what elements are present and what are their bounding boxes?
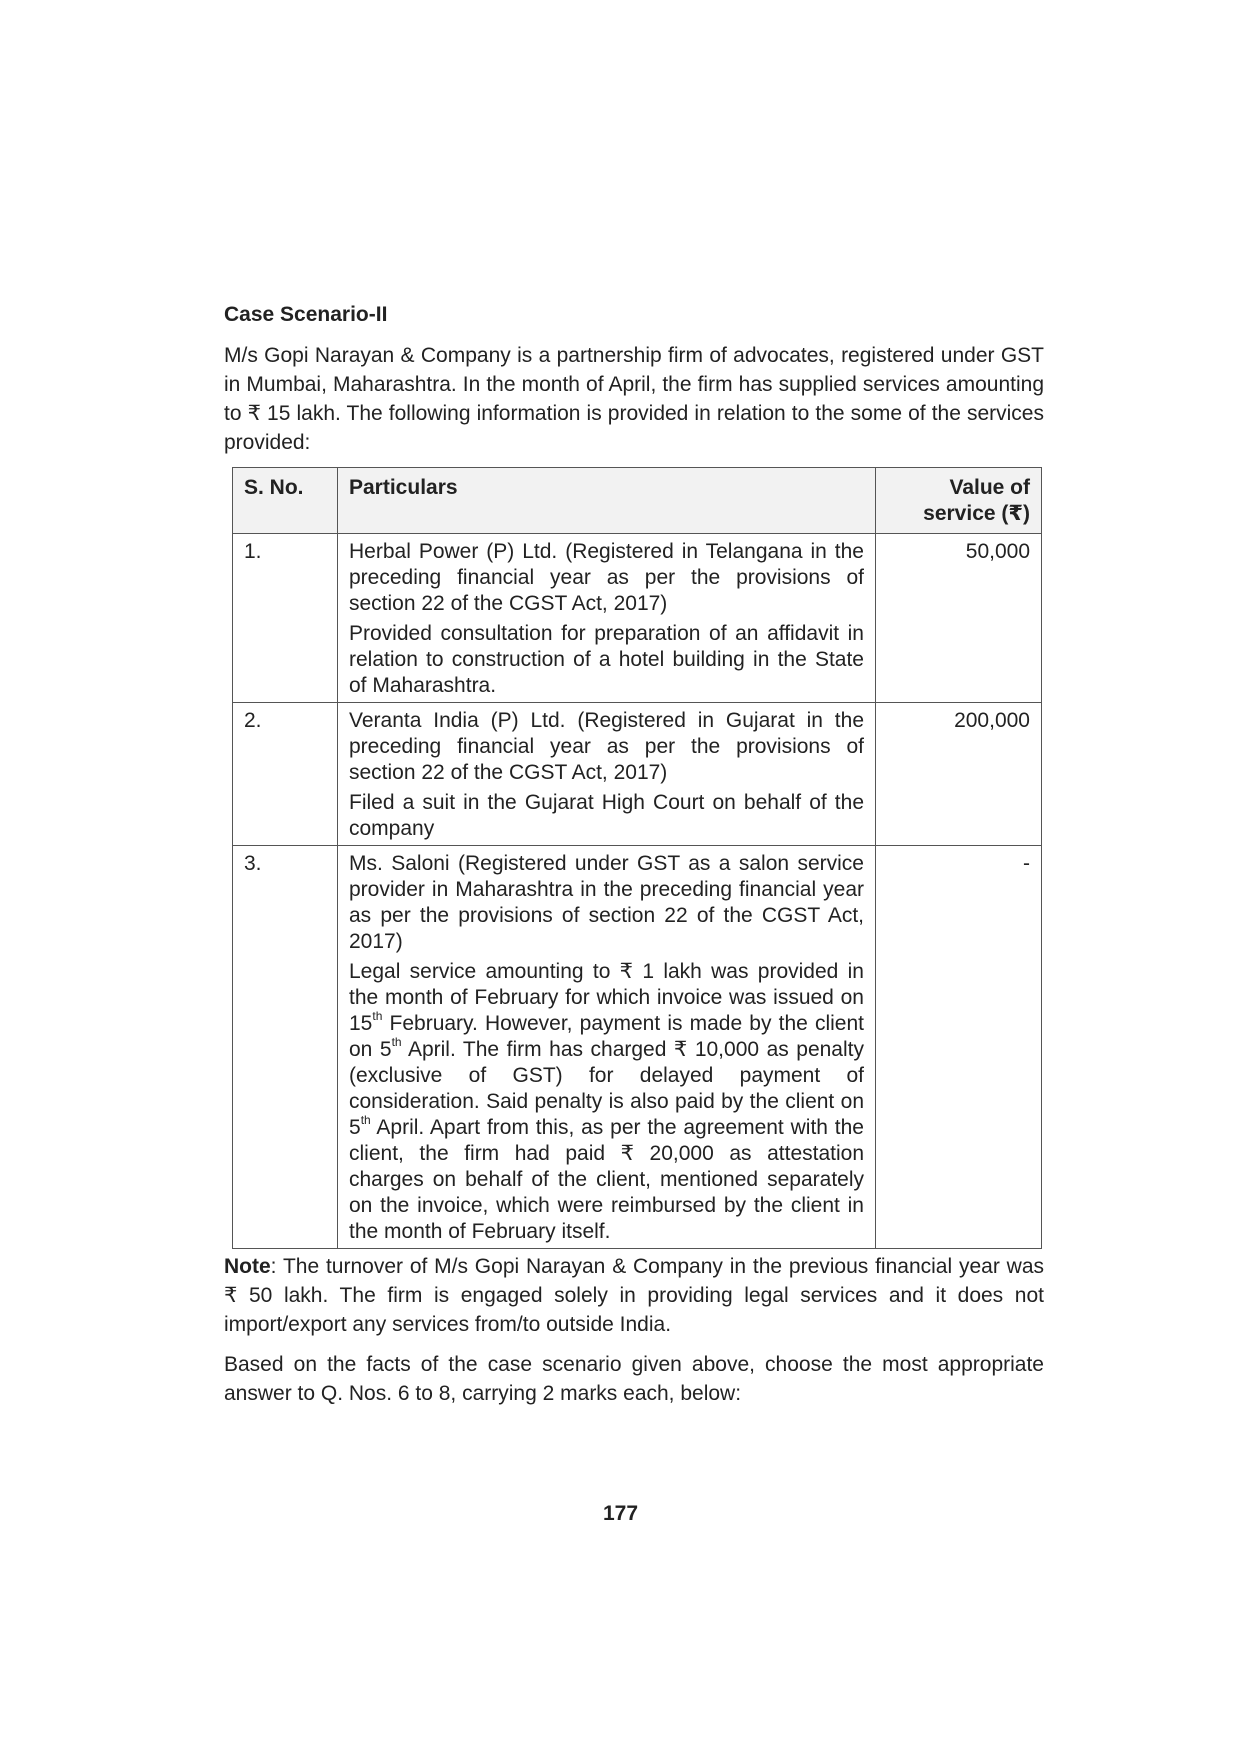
header-particulars: Particulars — [338, 468, 876, 534]
document-body — [224, 300, 1044, 1408]
row-particulars — [338, 846, 876, 1249]
instruction-paragraph: Based on the facts of the case scenario given above, choose the most appropriate answer to Q. Nos. 6 to 8, carrying 2 marks each, below: — [224, 1353, 1044, 1405]
intro-paragraph: M/s Gopi Narayan & Company is a partnership firm of advocates, registered under GST in Mumbai, Maharashtra. In the month of April, the firm has supplied services amounting to ₹ 15 lakh. The following information is provided in relation to the some of the services provided: — [224, 344, 1044, 454]
row-particulars — [338, 703, 876, 846]
row-value: - — [876, 846, 1042, 1249]
header-sno: S. No. — [233, 468, 338, 534]
row-sno: 2. — [233, 703, 338, 846]
table-row — [233, 846, 1042, 1249]
particulars-service — [349, 959, 864, 1245]
particulars-client: Herbal Power (P) Ltd. (Registered in Telangana in the preceding financial year as per the provisions of section 22 of the CGST Act, 2017) — [349, 540, 864, 615]
particulars-service: Provided consultation for preparation of an affidavit in relation to construction of a hotel building in the State of Maharashtra. — [349, 622, 864, 697]
note-paragraph — [224, 1252, 1044, 1339]
service-text-part: April. The firm has charged ₹ 10,000 as penalty (exclusive of GST) for delayed payment of consideration. Said penalty is also paid by the client on 5 — [349, 1038, 864, 1139]
row-value: 50,000 — [876, 534, 1042, 703]
ordinal-suffix: th — [372, 1009, 383, 1023]
table-row — [233, 703, 1042, 846]
note-text: : The turnover of M/s Gopi Narayan & Company in the previous financial year was ₹ 50 lakh. The firm is engaged solely in providing legal services and it does not import/export any services from/to outside India. — [224, 1255, 1044, 1336]
page-number: 177 — [602, 1502, 639, 1525]
row-sno: 3. — [233, 846, 338, 1249]
service-text-part: February. However, payment is made by the client on 5 — [349, 1012, 864, 1061]
header-value: Value of service (₹) — [876, 468, 1042, 534]
row-sno: 1. — [233, 534, 338, 703]
note-label: Note — [224, 1255, 271, 1278]
section-heading: Case Scenario-II — [224, 303, 388, 326]
ordinal-suffix: th — [391, 1035, 402, 1049]
table-header-row — [233, 468, 1042, 534]
row-value: 200,000 — [876, 703, 1042, 846]
particulars-client: Ms. Saloni (Registered under GST as a salon service provider in Maharashtra in the preceding financial year as per the provisions of section 22 of the CGST Act, 2017) — [349, 852, 864, 953]
row-particulars — [338, 534, 876, 703]
services-table — [232, 467, 1042, 1249]
service-text-part: April. Apart from this, as per the agreement with the client, the firm had paid ₹ 20,000 as attestation charges on behalf of the client, mentioned separately on the invoice, which were reimbursed by the client in the month of February itself. — [349, 1116, 864, 1243]
particulars-service: Filed a suit in the Gujarat High Court on behalf of the company — [349, 791, 864, 840]
service-text-part: Legal service amounting to ₹ 1 lakh was provided in the month of February for which invoice was issued on 15 — [349, 960, 864, 1035]
particulars-client: Veranta India (P) Ltd. (Registered in Gujarat in the preceding financial year as per the provisions of section 22 of the CGST Act, 2017) — [349, 709, 864, 784]
table-row — [233, 534, 1042, 703]
ordinal-suffix: th — [360, 1113, 371, 1127]
